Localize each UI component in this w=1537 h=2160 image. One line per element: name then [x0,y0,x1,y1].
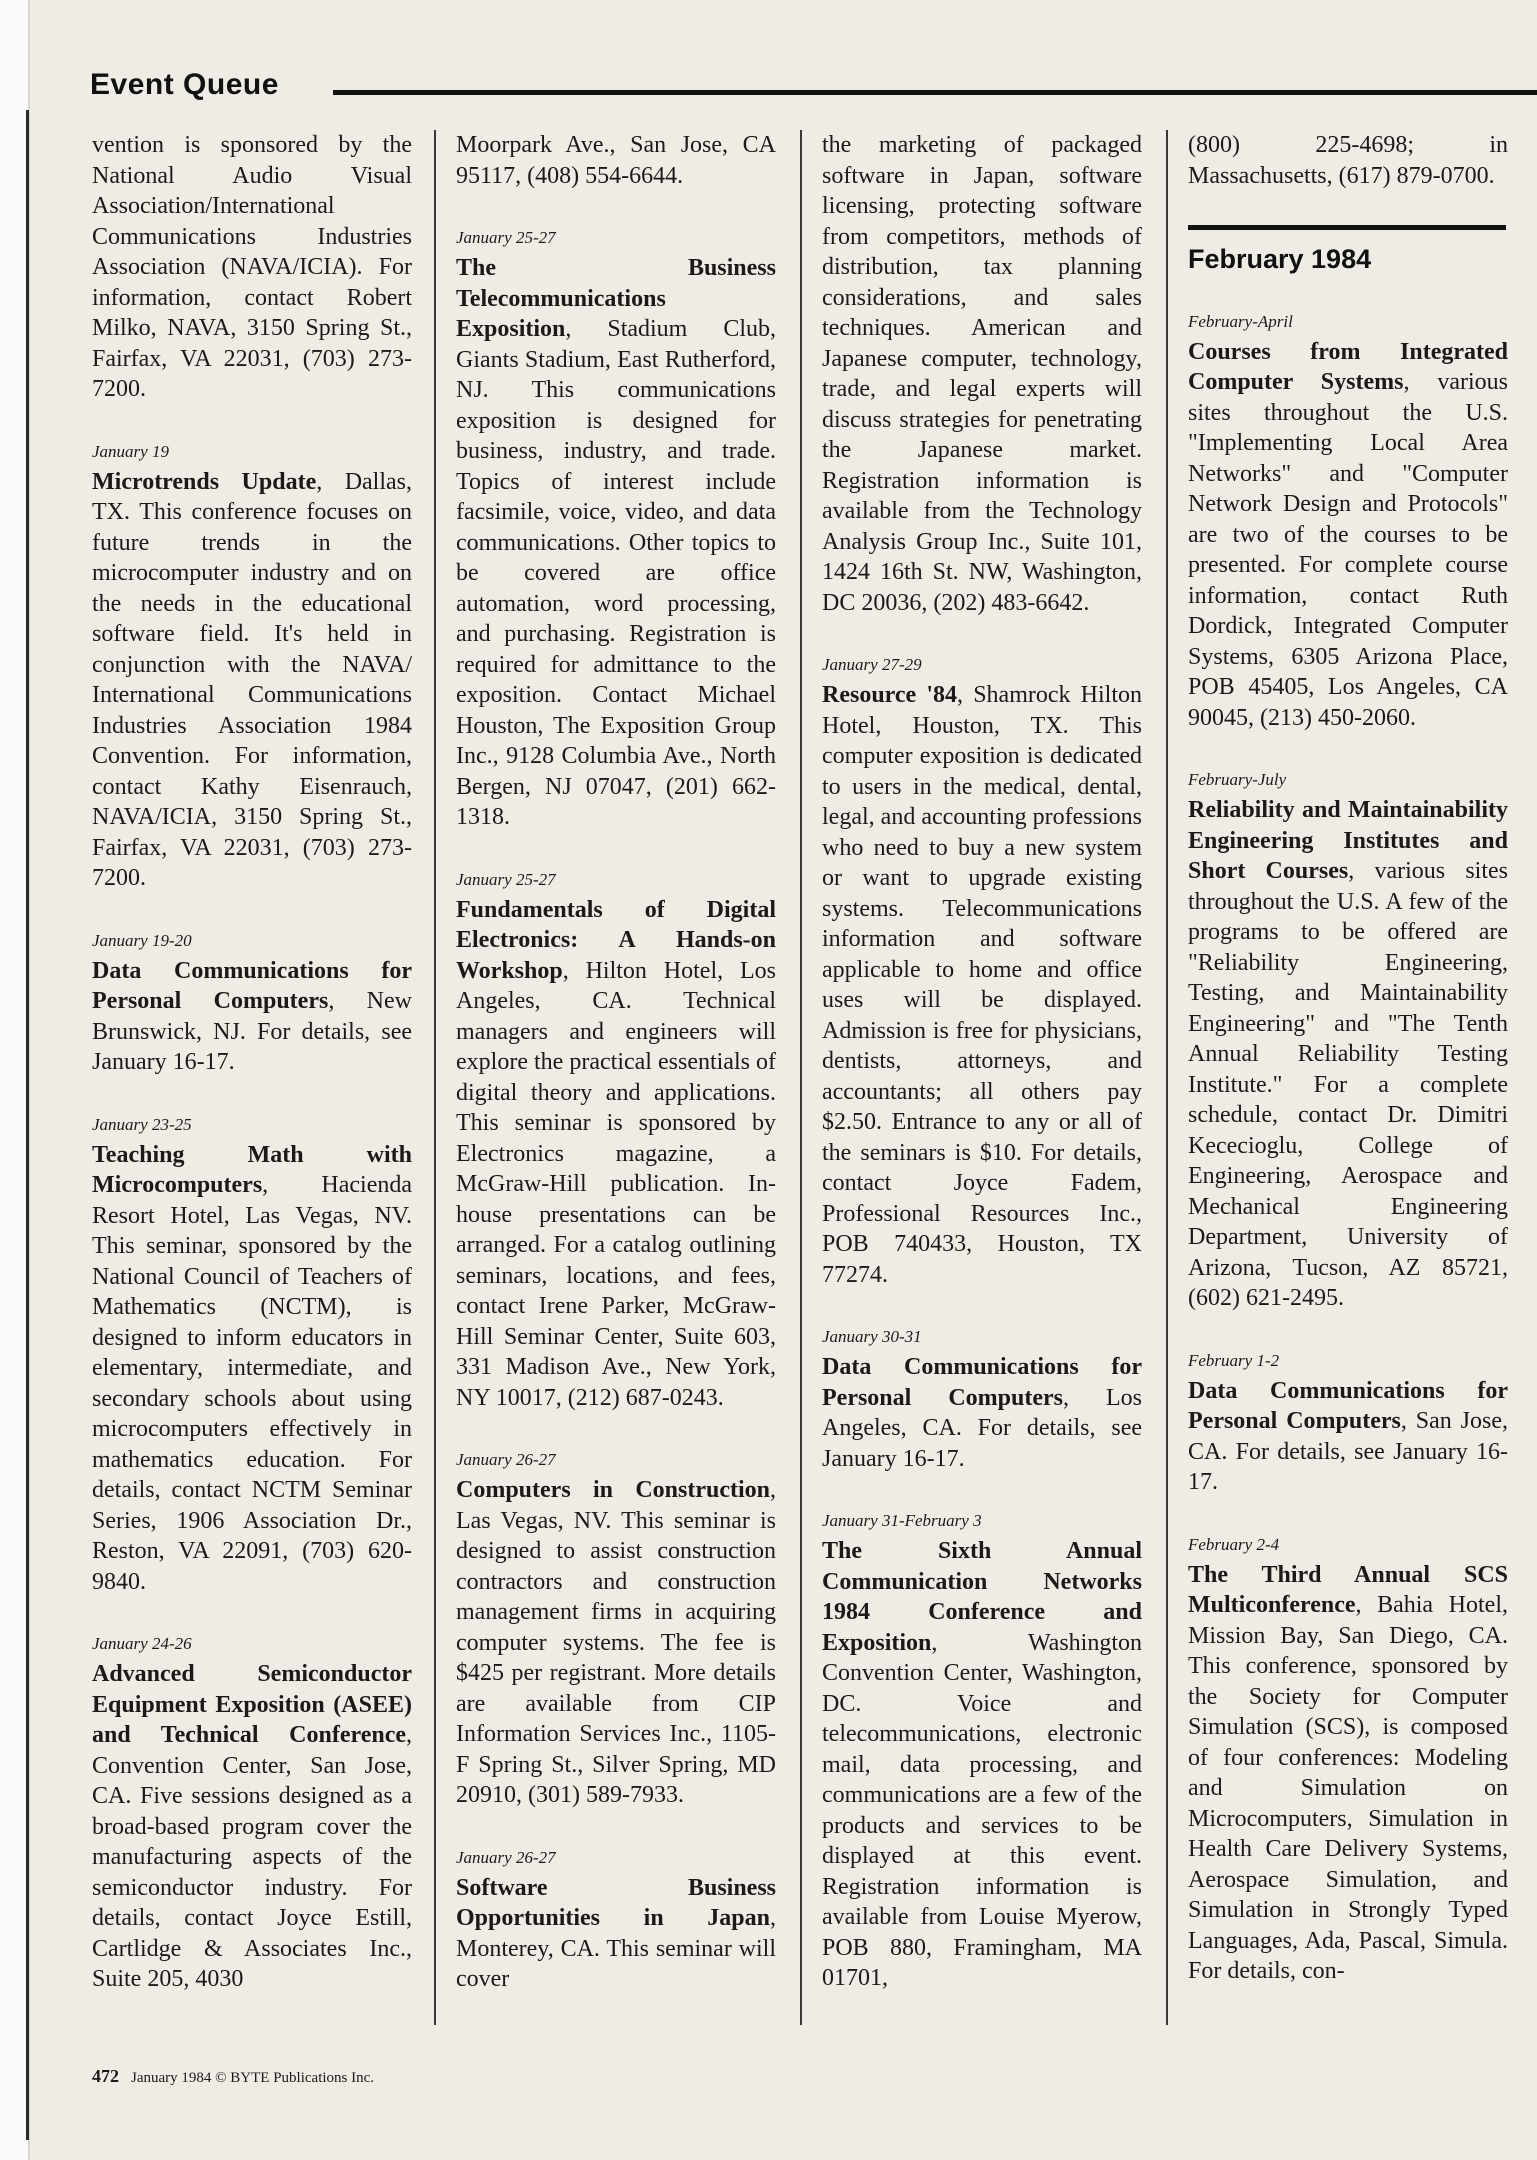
event-title: Resource '84 [822,682,958,708]
event-title: The Third Annual SCS Multiconference [1188,1561,1508,1618]
event-entry [92,930,412,1078]
event-title: Courses from Integrated Computer Systems [1188,338,1508,395]
event-title: Data Communications for Personal Computers [92,957,412,1014]
event-body: , Los Angeles, CA. For details, see January 16-17. [822,1384,1142,1472]
event-body: , Dallas, TX. This conference focuses on future trends in the microcomputer industry and on the needs in the educational software field. It's held in conjunction with the NAVA/ International Communications Industries Association 1984 Convention. For information, contact Kathy Eisenrauch, NAVA/ICIA, 3150 Spring St., Fairfax, VA 22031, (703) 273-7200. [92,468,413,891]
section-header [90,68,1510,108]
event-body: vention is sponsored by the National Audio Visual Association/International Communications Industries Association (NAVA/ICIA). For information, contact Robert Milko, NAVA, 3150 Spring St., Fairfax, VA 22031, (703) 273-7200. [92,132,412,402]
event-body: , Washington Convention Center, Washington, DC. Voice and telecommunications, electronic mail, data processing, and communications are a few of the products and services to be displayed at this event. Registration information is available from Louise Myerow, POB 880, Framingham, MA 01701, [822,1629,1142,1991]
footer-credit: January 1984 © BYTE Publications Inc. [131,2070,375,2086]
event-body: , various sites throughout the U.S. "Implementing Local Area Networks" and "Computer Network Design and Protocols" are two of the courses to be presented. For complete course information, contact Ruth Dordick, Integrated Computer Systems, 6305 Arizona Place, POB 45405, Los Angeles, CA 90045, (213) 450-2060. [1188,369,1509,731]
event-title: The Business Telecommunications Exposition [456,255,776,342]
event-body: , Monterey, CA. This seminar will cover [456,1905,776,1992]
event-title: Teaching Math with Microcomputers [92,1141,412,1198]
month-heading: February 1984 [1188,244,1372,274]
event-entry [1188,1350,1508,1498]
event-entry [456,227,776,833]
column-4 [1188,130,1508,2023]
event-continuation: (800) 225-4698; in Massachusetts, (617) 879-0700. [1188,132,1508,189]
event-body: , Las Vegas, NV. This seminar is designed to assist construction contractors and construction management firms in acquiring computer systems. The fee is $425 per registrant. More details are available from CIP Information Services Inc., 1105-F Spring St., Silver Spring, MD 20910, (301) 589-7933. [456,1477,776,1808]
event-title: Fundamentals of Digital Electronics: A Hands-on Workshop [456,896,776,984]
event-entry [456,869,776,1414]
event-title: Reliability and Maintainability Engineering Institutes and Short Courses [1188,797,1508,884]
event-body: Moorpark Ave., San Jose, CA 95117, (408) 554-6644. [456,132,776,189]
event-body: , Bahia Hotel, Mission Bay, San Diego, CA. This conference, sponsored by the Society for Computer Simulation (SCS), is composed of four conferences: Modeling and Simulation on Microcomputers, Simulation in Health Care Delivery Systems, Aerospace Simulation, and Simulation in Strongly Typed Languages, Ada, Pascal, Simula. For details, con- [1188,1592,1508,1984]
event-date: January 25-27 [456,228,556,247]
event-date: February 1-2 [1188,1350,1280,1370]
page-footer [92,2066,374,2087]
event-date: January 26-27 [456,1847,556,1867]
event-date: January 25-27 [456,869,556,889]
event-entry [92,130,412,405]
event-entry [1188,1534,1508,1987]
event-entry [456,1449,776,1811]
event-body: , San Jose, CA. For details, see January 16-17. [1188,1408,1508,1495]
event-date: February-July [1188,770,1287,789]
event-date: January 31-February 3 [822,1511,982,1530]
event-title: Data Communications for Personal Computers [822,1354,1142,1411]
event-title: The Sixth Annual Communication Networks 1984 Conference and Exposition [822,1538,1142,1656]
binding-line [26,110,29,2140]
section-title: Event Queue [90,68,279,101]
column-divider [434,130,436,2025]
event-entry [822,1510,1142,1994]
event-title: Data Communications for Personal Computers [1188,1377,1508,1434]
month-heading-block [1188,225,1508,275]
event-title: Computers in Construction [456,1477,770,1503]
column-divider [800,130,802,2025]
header-rule [333,90,1537,95]
event-title: Microtrends Update [92,468,317,495]
event-entry [92,1633,412,1995]
event-entry [456,130,776,191]
event-body: , Shamrock Hilton Hotel, Houston, TX. This computer exposition is dedicated to users in the medical, dental, legal, and accounting professions who need to buy a new system or want to upgrade existing systems. Telecommunications information and software applicable to home and office uses will be displayed. Admission is free for physicians, dentists, attorneys, and accountants; all others pay $2.50. Entrance to any or all of the seminars is $10. For details, contact Joyce Fadem, Professional Resources Inc., POB 740433, Houston, TX 77274. [822,682,1142,1288]
event-entry [822,654,1142,1290]
event-title: Software Business Opportunities in Japan [456,1874,776,1931]
event-body: the marketing of packaged software in Japan, software licensing, protecting software from competitors, methods of distribution, tax planning considerations, and sales techniques. American and Japanese computer, technology, trade, and legal experts will discuss strategies for penetrating the Japanese market. Registration information is available from the Technology Analysis Group Inc., Suite 101, 1424 16th St. NW, Washington, DC 20036, (202) 483-6642. [822,132,1142,616]
column-2 [456,130,776,2031]
event-date: January 30-31 [822,1327,922,1346]
event-date: February-April [1188,311,1293,331]
event-title: Advanced Semiconductor Equipment Exposition (ASEE) and Technical Conference [92,1661,412,1748]
event-date: January 24-26 [92,1634,192,1653]
event-entry [1188,769,1508,1314]
event-entry [822,1326,1142,1474]
event-body: , various sites throughout the U.S. A few of the programs to be offered are "Reliability Engineering, Testing, and Maintainability Engineering" and "The Tenth Annual Reliability Testing Institute." For a complete schedule, contact Dr. Dimitri Kececioglu, College of Engineering, Aerospace and Mechanical Engineering Department, University of Arizona, Tucson, AZ 85721, (602) 621-2495. [1188,858,1508,1311]
event-entry [92,1114,412,1598]
event-date: January 23-25 [92,1114,192,1134]
event-date: January 26-27 [456,1450,556,1469]
column-divider [1166,130,1168,2025]
event-body: , New Brunswick, NJ. For details, see January 16-17. [92,988,412,1075]
event-date: January 19-20 [92,930,192,950]
event-body: , Hilton Hotel, Los Angeles, CA. Technical managers and engineers will explore the practical essentials of digital theory and applications. This seminar is sponsored by Electronics magazine, a McGraw-Hill publication. In-house presentations can be arranged. For a catalog outlining seminars, locations, and fees, contact Irene Parker, McGraw-Hill Seminar Center, Suite 603, 331 Madison Ave., New York, NY 10017, (212) 687-0243. [456,957,776,1411]
event-date: January 27-29 [822,655,922,674]
event-date: January 19 [92,441,169,461]
event-entry [822,130,1142,618]
column-3 [822,130,1142,2030]
event-entry [1188,311,1508,734]
page-number: 472 [92,2066,119,2086]
event-body: , Stadium Club, Giants Stadium, East Rutherford, NJ. This communications exposition is designed for business, industry, and trade. Topics of interest include facsimile, voice, video, and data communications. Other topics to be covered are office automation, word processing, and purchasing. Registration is required for admittance to the exposition. Contact Michael Houston, The Exposition Group Inc., 9128 Columbia Ave., North Bergen, NJ 07047, (201) 662-1318. [456,316,776,830]
event-date: February 2-4 [1188,1534,1280,1554]
month-rule [1188,225,1506,230]
column-1 [92,130,412,2031]
event-body: , Convention Center, San Jose, CA. Five sessions designed as a broad-based program cover the manufacturing aspects of the semiconductor industry. For details, contact Joyce Estill, Cartlidge & Associates Inc., Suite 205, 4030 [92,1722,412,1992]
event-body: , Hacienda Resort Hotel, Las Vegas, NV. This seminar, sponsored by the National Council of Teachers of Mathematics (NCTM), is designed to inform educators in elementary, intermediate, and secondary schools about using microcomputers effectively in mathematics education. For details, contact NCTM Seminar Series, 1906 Association Dr., Reston, VA 22091, (703) 620-9840. [92,1172,412,1595]
event-entry [92,441,412,894]
event-entry [456,1847,776,1995]
